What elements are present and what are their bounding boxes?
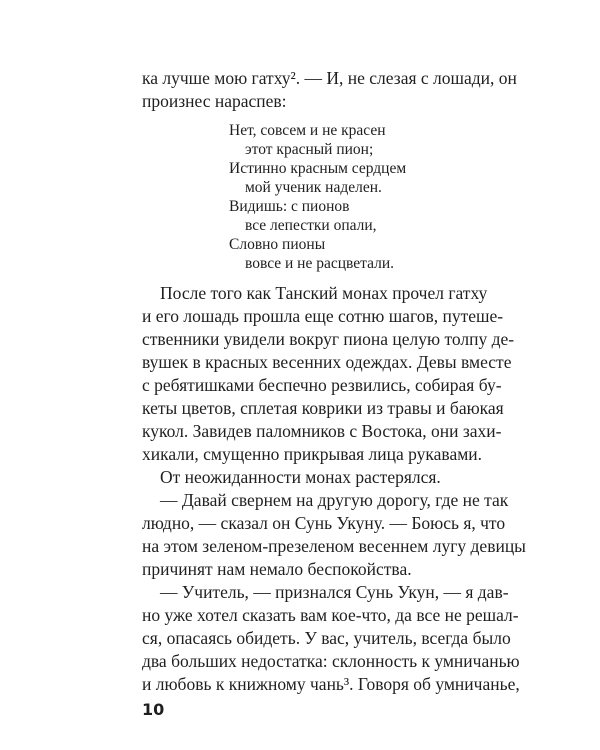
body-line-11: людно, — сказал он Сунь Укуну. — Боюсь я, что bbox=[142, 513, 506, 533]
body-line-3: ственники увидели вокруг пиона целую толпу де- bbox=[142, 329, 515, 349]
intro-line-1: ка лучше мою гатху². — И, не слезая с лошади, он bbox=[142, 68, 517, 88]
poem-line-4: мой ученик наделен. bbox=[245, 179, 382, 196]
intro-line-2: произнес нараспев: bbox=[142, 91, 287, 111]
body-line-9: От неожиданности монах растерялся. bbox=[160, 467, 441, 487]
body-line-8: хикали, смущенно прикрывая лица рукавами. bbox=[142, 444, 483, 464]
poem-line-6: все лепестки опали, bbox=[245, 217, 377, 234]
body-line-6: кеты цветов, сплетая коврики из травы и баюкая bbox=[142, 398, 504, 418]
poem-line-3: Истинно красным сердцем bbox=[229, 160, 407, 177]
page-number: 10 bbox=[142, 700, 165, 719]
body-line-14: — Учитель, — признался Сунь Укун, — я дав- bbox=[160, 582, 509, 602]
body-line-12: на этом зеленом-презеленом весеннем лугу девицы bbox=[142, 536, 526, 556]
poem-line-7: Словно пионы bbox=[229, 236, 326, 253]
body-line-13: причинят нам немало беспокойства. bbox=[142, 559, 412, 579]
poem-line-8: вовсе и не расцветали. bbox=[245, 255, 395, 272]
body-line-18: и любовь к книжному чань³. Говоря об умничанье, bbox=[142, 674, 520, 694]
body-line-10: — Давай свернем на другую дорогу, где не так bbox=[160, 490, 509, 510]
body-line-2: и его лошадь прошла еще сотню шагов, путеше- bbox=[142, 306, 504, 326]
body-line-5: с ребятишками беспечно резвились, собирая бу- bbox=[142, 375, 502, 395]
body-line-4: вушек в красных весенних одеждах. Девы вместе bbox=[142, 352, 512, 372]
body-line-16: ся, опасаясь обидеть. У вас, учитель, всегда было bbox=[142, 628, 511, 648]
body-line-7: кукол. Завидев паломников с Востока, они захи- bbox=[142, 421, 502, 441]
body-line-1: После того как Танский монах прочел гатху bbox=[160, 283, 488, 303]
body-line-15: но уже хотел сказать вам кое-что, да все не решал- bbox=[142, 605, 519, 625]
body-line-17: два больших недостатка: склонность к умничанью bbox=[142, 651, 520, 671]
poem-line-2: этот красный пион; bbox=[245, 141, 374, 158]
poem-line-5: Видишь: с пионов bbox=[229, 198, 350, 215]
poem-line-1: Нет, совсем и не красен bbox=[229, 122, 386, 139]
